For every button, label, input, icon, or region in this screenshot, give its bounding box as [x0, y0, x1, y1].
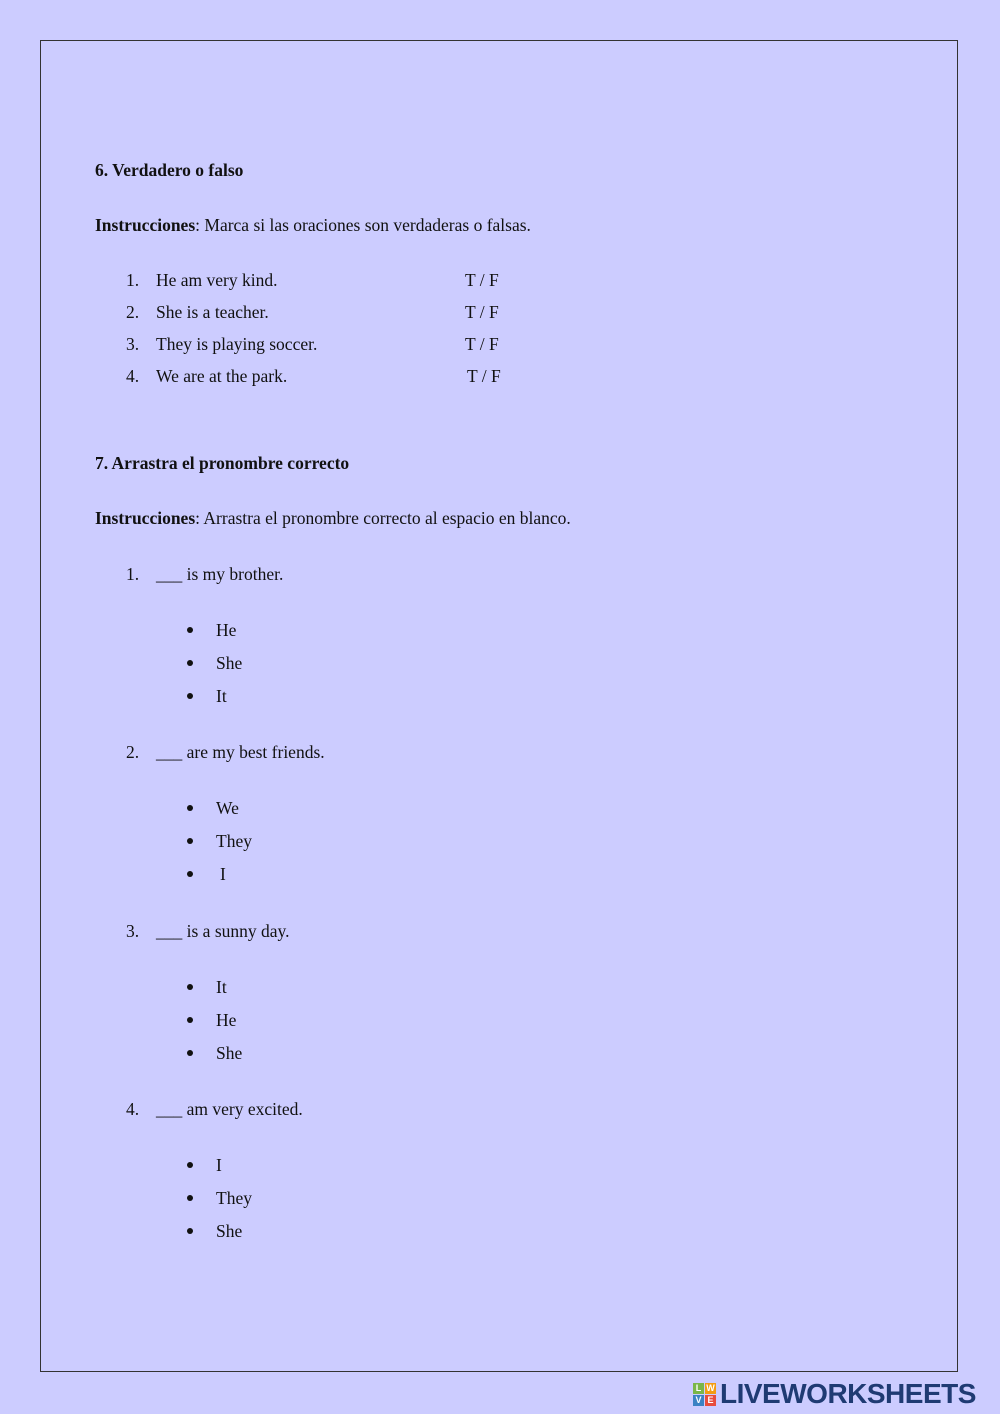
instructions-text: : Marca si las oraciones son verdaderas o falsas. [195, 215, 531, 235]
section-7-heading: 7. Arrastra el pronombre correcto [95, 453, 350, 473]
tf-choice[interactable]: T / F [465, 302, 499, 322]
question-number: 1. [126, 564, 140, 584]
logo-icon-cell: W [706, 1382, 715, 1393]
bullet-icon [187, 1228, 193, 1234]
tf-choice[interactable]: T / F [467, 366, 501, 386]
blank-drop-target[interactable]: ___ [156, 564, 183, 584]
question-number: 4. [126, 1099, 140, 1119]
bullet-icon [187, 1050, 193, 1056]
section-7-instructions [95, 508, 571, 528]
bullet-icon [187, 627, 193, 633]
pronoun-option[interactable]: It [216, 977, 227, 997]
tf-item-number: 3. [126, 334, 140, 354]
tf-choice[interactable]: T / F [465, 270, 499, 290]
instructions-label: Instrucciones [95, 215, 196, 235]
pronoun-option[interactable]: They [216, 1188, 252, 1208]
pronoun-option[interactable]: She [216, 1043, 243, 1063]
section-6-heading: 6. Verdadero o falso [95, 160, 244, 180]
bullet-icon [187, 871, 193, 877]
question-text: am very excited. [182, 1099, 303, 1119]
bullet-icon [187, 984, 193, 990]
tf-item-number: 2. [126, 302, 140, 322]
pronoun-option[interactable]: She [216, 1221, 243, 1241]
pronoun-option[interactable]: We [216, 798, 239, 818]
question-number: 3. [126, 921, 140, 941]
blank-drop-target[interactable]: ___ [156, 1099, 183, 1119]
liveworksheets-logo[interactable] [693, 1378, 976, 1410]
tf-item-number: 1. [126, 270, 140, 290]
worksheet-frame [40, 40, 958, 1372]
logo-icon-cell: E [705, 1395, 716, 1406]
bullet-icon [187, 1017, 193, 1023]
blank-drop-target[interactable]: ___ [156, 742, 183, 762]
bullet-icon [187, 693, 193, 699]
bullet-icon [187, 805, 193, 811]
bullet-icon [187, 660, 193, 666]
question-text: is my brother. [182, 564, 284, 584]
liveworksheets-logo-icon [693, 1383, 716, 1406]
logo-icon-cell: L [693, 1383, 704, 1394]
section-6-instructions [95, 215, 531, 235]
question-text: is a sunny day. [182, 921, 290, 941]
pronoun-option[interactable]: They [216, 831, 252, 851]
tf-item-text: She is a teacher. [156, 302, 269, 322]
logo-icon-cell: V [693, 1395, 704, 1406]
bullet-icon [187, 838, 193, 844]
pronoun-option[interactable]: It [216, 686, 227, 706]
tf-item-text: They is playing soccer. [156, 334, 318, 354]
blank-drop-target[interactable]: ___ [156, 921, 183, 941]
pronoun-option[interactable]: He [216, 1010, 237, 1030]
tf-choice[interactable]: T / F [465, 334, 499, 354]
tf-item-text: We are at the park. [156, 366, 288, 386]
pronoun-option[interactable]: I [220, 864, 226, 884]
tf-item-number: 4. [126, 366, 140, 386]
instructions-text: : Arrastra el pronombre correcto al espacio en blanco. [195, 508, 571, 528]
pronoun-option[interactable]: I [216, 1155, 222, 1175]
bullet-icon [187, 1195, 193, 1201]
liveworksheets-logo-text: LIVEWORKSHEETS [720, 1378, 976, 1409]
instructions-label: Instrucciones [95, 508, 196, 528]
tf-item-text: He am very kind. [156, 270, 278, 290]
question-number: 2. [126, 742, 140, 762]
bullet-icon [187, 1162, 193, 1168]
question-text: are my best friends. [182, 742, 325, 762]
pronoun-option[interactable]: She [216, 653, 243, 673]
pronoun-option[interactable]: He [216, 620, 237, 640]
